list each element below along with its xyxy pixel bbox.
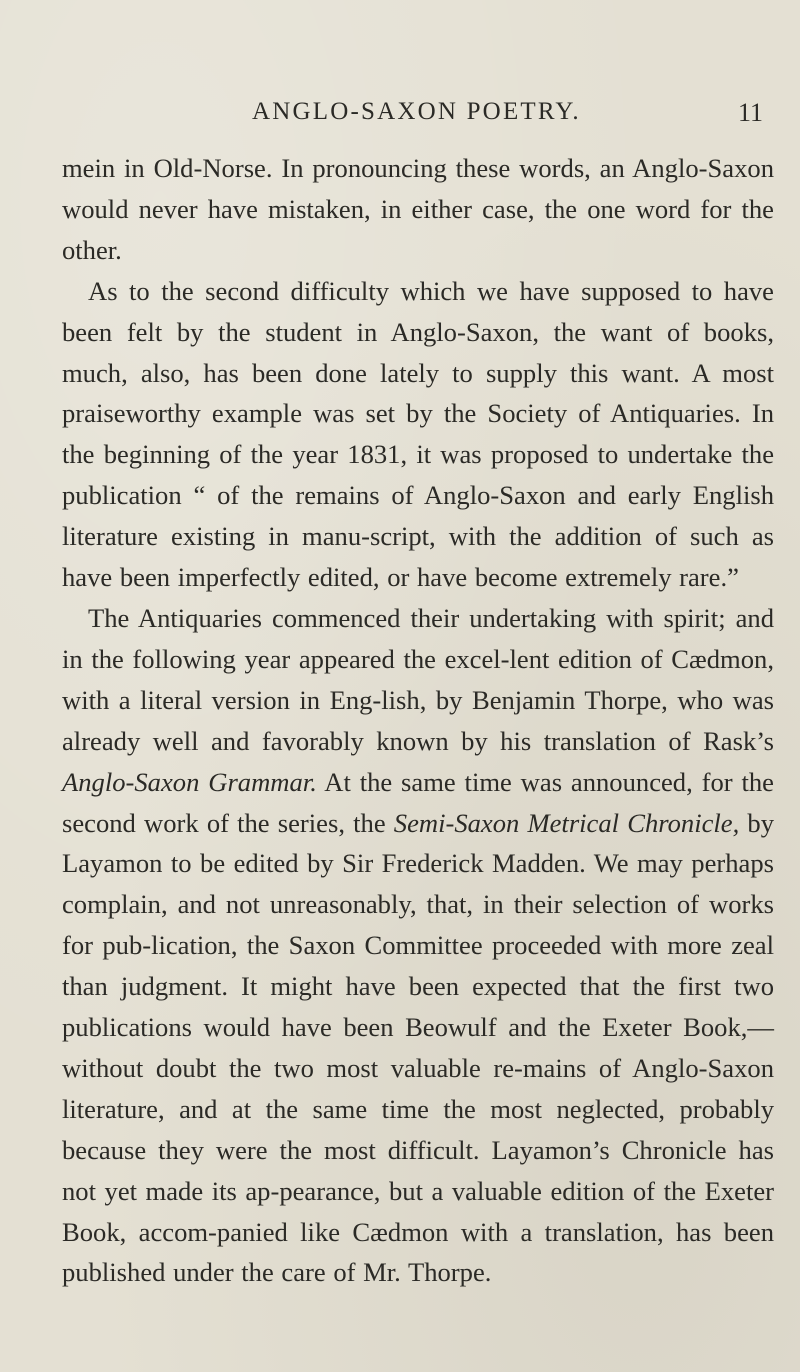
paragraph-3-text-3: by Layamon to be edited by Sir Frederick Madden. We may perhaps complain, and not unreasonably, that, in their selection of works for pub-lication, the Saxon Committee proceeded with more zeal than judgment. It might have been expected that the first two publications would have been Beowulf and the Exeter Book,—without doubt the two most valuable re-mains of Anglo-Saxon literature, and at the same time the most neglected, probably because they were the most difficult. Layamon’s Chronicle has not yet made its ap-pearance, but a valuable edition of the Exeter Book, accom-panied like Cædmon with a translation, has been published under the care of Mr. Thorpe.	[62, 807, 774, 1288]
italic-title-chronicle: Semi-Saxon Metrical Chronicle,	[393, 807, 740, 838]
italic-title-grammar: Anglo-Saxon Grammar.	[62, 766, 317, 797]
paragraph-1-text: mein in Old-Norse. In pronouncing these words, an Anglo-Saxon would never have mistaken, in either case, the one word for the other.	[62, 153, 774, 265]
running-title: ANGLO-SAXON POETRY.	[252, 98, 581, 125]
paragraph-3-text-1: The Antiquaries commenced their undertaking with spirit; and in the following year appeared the excel-lent edition of Cædmon, with a literal version in Eng-lish, by Benjamin Thorpe, who was already well and favorably known by his translation of Rask’s	[62, 602, 774, 756]
body-text	[62, 148, 774, 1293]
paragraph-2	[62, 271, 774, 598]
page-number: 11	[738, 98, 764, 127]
paragraph-3	[62, 598, 774, 1293]
paragraph-3-text-2: At the same time was announced, for the second work of the series, the	[62, 766, 774, 838]
paragraph-1	[62, 148, 774, 271]
paragraph-2-text: As to the second difficulty which we have supposed to have been felt by the student in Anglo-Saxon, the want of books, much, also, has been done lately to supply this want. A most praiseworthy example was set by the Society of Antiquaries. In the beginning of the year 1831, it was proposed to undertake the publication “ of the remains of Anglo-Saxon and early English literature existing in manu-script, with the addition of such as have been imperfectly edited, or have become extremely rare.”	[62, 275, 774, 593]
running-head	[0, 98, 800, 138]
